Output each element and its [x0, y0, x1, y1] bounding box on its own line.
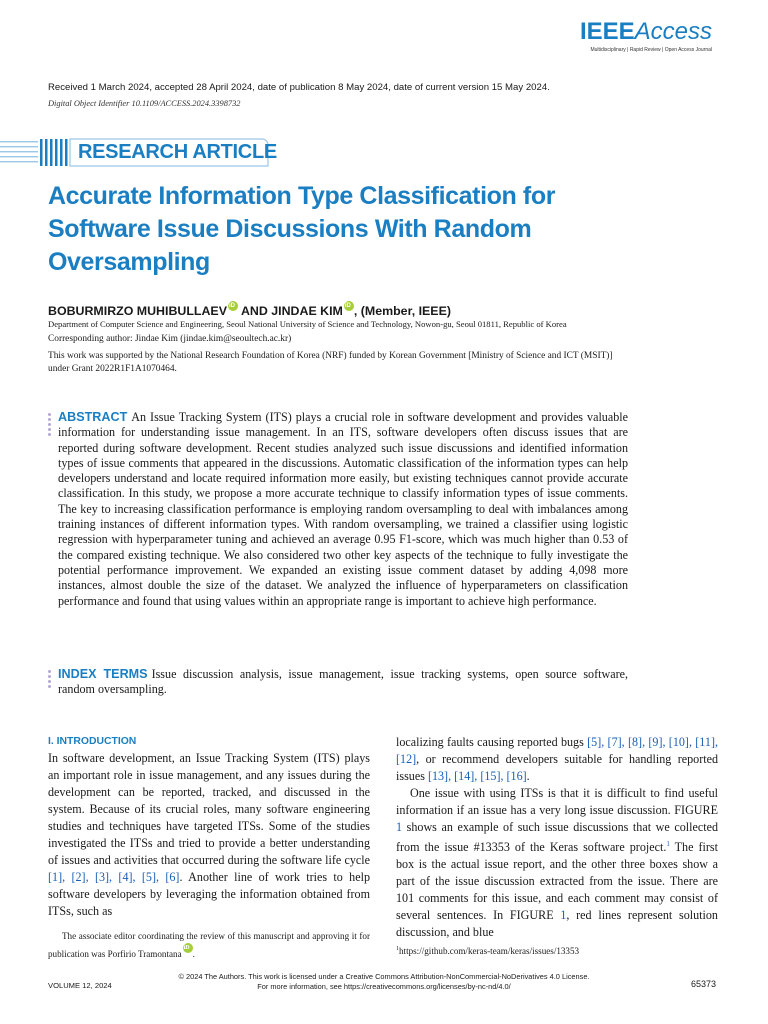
doi-line	[48, 99, 240, 108]
intro-paragraph-2: One issue with using ITSs is that it is difficult to find useful information if an issue has a very long issue discussion. FIGURE 1 shows an example of such issue discussions that we collected from the issue #13353 of the Keras software project.$^1$ The first box is the actual issue report, and the other three boxes show a part of the issue discussion extracted from the issue. There are 101 comments for this issue, and each comment may consist of several sentences. In FIGURE 1, red lines represent solution discussion, and blue	[396, 786, 718, 939]
footnote-number: 1	[396, 946, 399, 952]
footnote-url[interactable]: https://github.com/keras-team/keras/issues/13353	[399, 946, 580, 956]
abstract-heading: ABSTRACT	[58, 410, 128, 424]
index-terms-dots-icon	[48, 670, 52, 690]
paper-title: Accurate Information Type Classification for Software Issue Discussions With Random Oversampling	[48, 182, 556, 276]
index-terms-text: Issue discussion analysis, issue management, issue tracking systems, open source software, random oversampling.	[58, 667, 628, 697]
citation-link[interactable]: [5], [7], [8], [9], [10], [11], [12]	[396, 735, 718, 766]
introduction-heading: I. INTRODUCTION	[48, 736, 137, 747]
index-terms-section	[48, 667, 628, 698]
license-notice	[0, 972, 768, 992]
orcid-icon[interactable]	[183, 943, 193, 953]
license-line-2[interactable]: For more information, see https://creativecommons.org/licenses/by-nc-nd/4.0/	[257, 982, 511, 991]
page-number: 65373	[690, 979, 716, 989]
author-1: BOBURMIRZO MUHIBULLAEV	[48, 304, 227, 318]
index-terms-body	[58, 667, 628, 698]
journal-logo	[580, 20, 712, 53]
author-2: JINDAE KIM	[271, 304, 343, 318]
figure-link[interactable]: 1	[560, 908, 567, 922]
journal-tagline: Multidisciplinary | Rapid Review | Open Access Journal	[590, 47, 712, 53]
funding-statement: This work was supported by the National Research Foundation of Korea (NRF) funded by Korean Government [Ministry of Science and ICT (MSIT)] under Grant 2022R1F1A1070464.	[48, 351, 613, 374]
figure-link[interactable]: 1	[396, 820, 403, 834]
citation-link[interactable]: [13], [14], [15], [16]	[427, 769, 527, 783]
index-terms-heading: INDEX TERMS	[58, 667, 148, 681]
article-type-label: RESEARCH ARTICLE	[78, 141, 277, 163]
abstract-text: An Issue Tracking System (ITS) plays a crucial role in software development and provides valuable information for understanding issue management. In an ITS, software developers often discuss issues that are reported during software development. Recent studies analyzed such issue discussions and identified information types of issue comments that appeared in the discussions. Automatic classification of the information types can help developers understand and locate required information more easily, but existing techniques cannot provide accurate classification. In this study, we propose a more accurate technique to classify information types of issue comments. The key to increasing classification performance is employing random oversampling to deal with imbalances among training instances of different information types. With random oversampling, we trained a classifier using logistic regression with hyperparameter tuning and achieved an average 0.95 F1-score, which was much higher than 0.53 of the compared existing technique. We also considered two other key aspects of the technique to fully investigate the potential performance improvement. We expanded an existing issue comment dataset by adding 4,098 more instances, almost double the size of the dataset. We analyzed the influence of hyperparameters on classification performance and found that using values within an appropriate range is important to achieve high performance.	[58, 410, 628, 608]
article-type-banner	[0, 136, 277, 170]
intro-paragraph-1: In software development, an Issue Tracking System (ITS) plays an important role in issue management, and any issues during the development can be reported, tracked, and discussed in the system. Because of its crucial roles, many software engineering studies and techniques have targeted ITSs. Some of the studies investigated the ITSs and tried to provide a better understanding of issues and activities that occurred during the software life cycle [1], [2], [3], [4], [5], [6]. Another line of work tries to help software developers by leveraging the information obtained from ITSs, such as	[48, 751, 371, 918]
corresponding-author: Corresponding author: Jindae Kim (jindae.kim@seoultech.ac.kr)	[48, 334, 292, 344]
orcid-icon[interactable]	[228, 301, 238, 311]
author-conjunction: AND	[240, 304, 268, 318]
volume-info: VOLUME 12, 2024	[48, 981, 112, 990]
journal-brand: IEEEAccess	[579, 18, 712, 45]
doi-label: Digital Object Identifier	[48, 99, 130, 108]
affiliation: Department of Computer Science and Engineering, Seoul National University of Science and Technology, Nowon-gu, Seoul 01811, Republic of Korea	[48, 319, 567, 329]
abstract-dots-icon	[48, 413, 52, 438]
left-column	[48, 734, 370, 920]
editor-footnote: The associate editor coordinating the review of this manuscript and approving it for publication was Porfirio TramontanaiD .	[48, 929, 370, 961]
author-list	[48, 301, 451, 318]
author-membership: , (Member, IEEE)	[353, 304, 451, 318]
intro-paragraph-1-cont: localizing faults causing reported bugs [5], [7], [8], [9], [10], [11], [12], or recommend developers suitable for handling reported issues [13], [14], [15], [16].	[396, 735, 718, 783]
footnote-marker[interactable]: 1	[666, 840, 670, 848]
orcid-icon[interactable]	[344, 301, 354, 311]
doi-value: 10.1109/ACCESS.2024.3398732	[131, 99, 241, 108]
abstract-section	[48, 410, 628, 609]
abstract-body	[58, 410, 628, 609]
citation-link[interactable]: [1], [2], [3], [4], [5], [6]	[48, 870, 180, 884]
right-column	[396, 734, 718, 941]
url-footnote	[396, 946, 718, 956]
received-dates: Received 1 March 2024, accepted 28 April 2024, date of publication 8 May 2024, date of current version 15 May 2024.	[48, 82, 550, 93]
license-line-1: © 2024 The Authors. This work is licensed under a Creative Commons Attribution-NonCommercial-NoDerivatives 4.0 License.	[178, 972, 590, 981]
